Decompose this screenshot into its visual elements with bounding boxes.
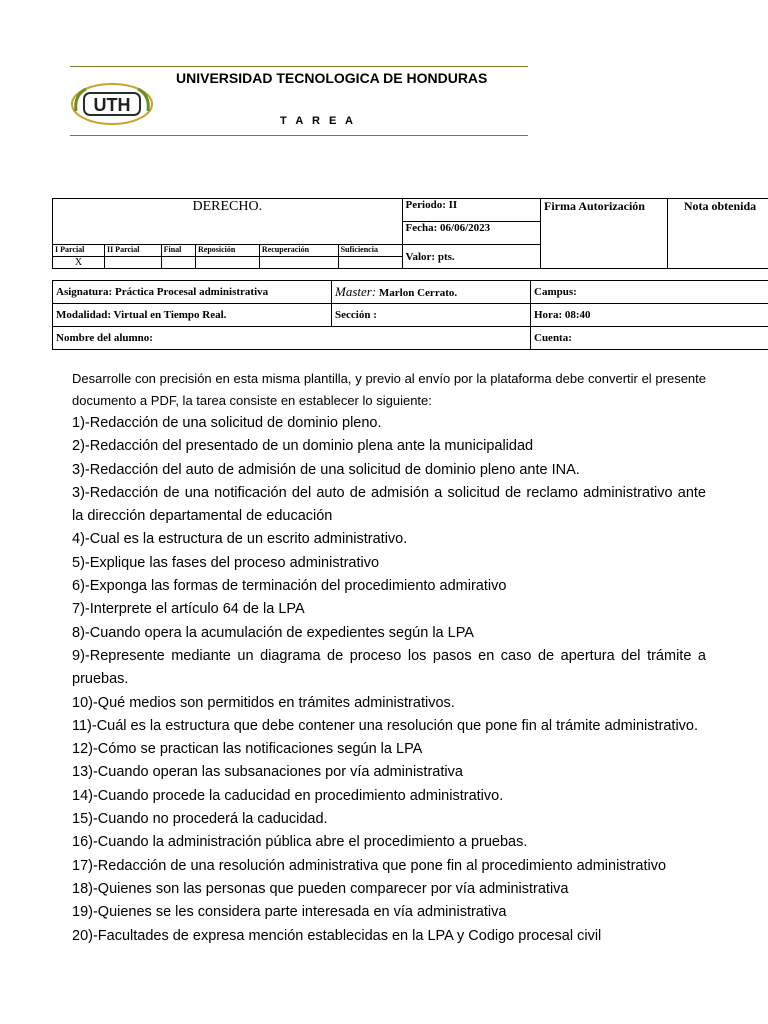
list-item: 10)-Qué medios son permitidos en trámites administrativos. <box>72 694 455 711</box>
list-item: 19)-Quienes se les considera parte interesada en vía administrativa <box>72 904 507 921</box>
col-reposicion: Reposición <box>195 245 259 257</box>
list-item: 20)-Facultades de expresa mención establecidas en la LPA y Codigo procesal civil <box>72 927 602 944</box>
intro-paragraph: Desarrolle con precisión en esta misma plantilla, y previo al envío por la plataforma debe convertir el presente documento a PDF, la tarea consiste en establecer lo siguiente: <box>72 371 706 408</box>
list-item: 6)-Exponga las formas de terminación del procedimiento admirativo <box>72 578 507 595</box>
info-table <box>52 280 768 350</box>
list-item: 4)-Cual es la estructura de un escrito administrativo. <box>72 531 408 548</box>
document-type: T A R E A <box>280 115 356 127</box>
list-item: 13)-Cuando operan las subsanaciones por vía administrativa <box>72 764 463 781</box>
uth-logo-icon <box>70 81 154 127</box>
list-item: 11)-Cuál es la estructura que debe contener una resolución que pone fin al trámite administrativo. <box>72 717 699 734</box>
hora-cell: Hora: 08:40 <box>531 304 768 327</box>
list-item: 3)-Redacción de una notificación del auto de admisión a solicitud de reclamo administrativo ante la dirección departamental de educación <box>72 484 706 525</box>
i-parcial-mark: X <box>53 257 105 269</box>
col-i-parcial: I Parcial <box>53 245 105 257</box>
modalidad-cell: Modalidad: Virtual en Tiempo Real. <box>53 304 332 327</box>
campus-cell: Campus: <box>531 281 768 304</box>
suficiencia-value <box>338 257 402 269</box>
col-ii-parcial: II Parcial <box>104 245 161 257</box>
master-label: Master: <box>335 284 377 299</box>
col-suficiencia: Suficiencia <box>338 245 402 257</box>
list-item: 3)-Redacción del auto de admisión de una solicitud de dominio pleno ante INA. <box>72 461 580 478</box>
list-item: 14)-Cuando procede la caducidad en procedimiento administrativo. <box>72 787 504 804</box>
recuperacion-value <box>259 257 338 269</box>
master-cell <box>332 281 531 304</box>
periodo-cell: Periodo: II <box>402 199 540 222</box>
cuenta-cell: Cuenta: <box>531 327 768 350</box>
final-value <box>161 257 195 269</box>
logo-text: UTH <box>93 95 131 115</box>
list-item: 1)-Redacción de una solicitud de dominio pleno. <box>72 415 382 431</box>
reposicion-value <box>195 257 259 269</box>
list-item: 2)-Redacción del presentado de un dominio plena ante la municipalidad <box>72 438 534 455</box>
list-item: 17)-Redacción de una resolución administrativa que pone fin al procedimiento administrativo <box>72 857 667 874</box>
course-title-text: DERECHO. <box>192 199 263 214</box>
col-recuperacion: Recuperación <box>259 245 338 257</box>
col-final: Final <box>161 245 195 257</box>
firma-cell: Firma Autorización <box>541 199 668 269</box>
assignment-body <box>72 368 706 948</box>
asignatura-cell: Asignatura: Práctica Procesal administrativa <box>53 281 332 304</box>
course-title <box>53 199 403 245</box>
grades-table <box>52 198 768 269</box>
list-item: 8)-Cuando opera la acumulación de expedientes según la LPA <box>72 624 474 641</box>
list-item: 16)-Cuando la administración pública abre el procedimiento a pruebas. <box>72 834 528 851</box>
document-header <box>70 66 528 136</box>
nombre-cell: Nombre del alumno: <box>53 327 531 350</box>
list-item: 7)-Interprete el artículo 64 de la LPA <box>72 601 305 618</box>
nota-cell: Nota obtenida <box>668 199 768 269</box>
ii-parcial-value <box>104 257 161 269</box>
master-value: Marlon Cerrato. <box>378 287 458 299</box>
list-item: 9)-Represente mediante un diagrama de proceso los pasos en caso de apertura del trámite a pruebas. <box>72 647 706 688</box>
list-item: 5)-Explique las fases del proceso administrativo <box>72 554 380 571</box>
list-item: 15)-Cuando no procederá la caducidad. <box>72 811 328 828</box>
list-item: 12)-Cómo se practican las notificaciones según la LPA <box>72 741 423 758</box>
list-item: 18)-Quienes son las personas que pueden comparecer por vía administrativa <box>72 880 569 897</box>
fecha-cell: Fecha: 06/06/2023 <box>402 222 540 245</box>
valor-cell: Valor: pts. <box>402 245 540 269</box>
seccion-cell: Sección : <box>332 304 531 327</box>
university-name: UNIVERSIDAD TECNOLOGICA DE HONDURAS <box>176 70 488 86</box>
